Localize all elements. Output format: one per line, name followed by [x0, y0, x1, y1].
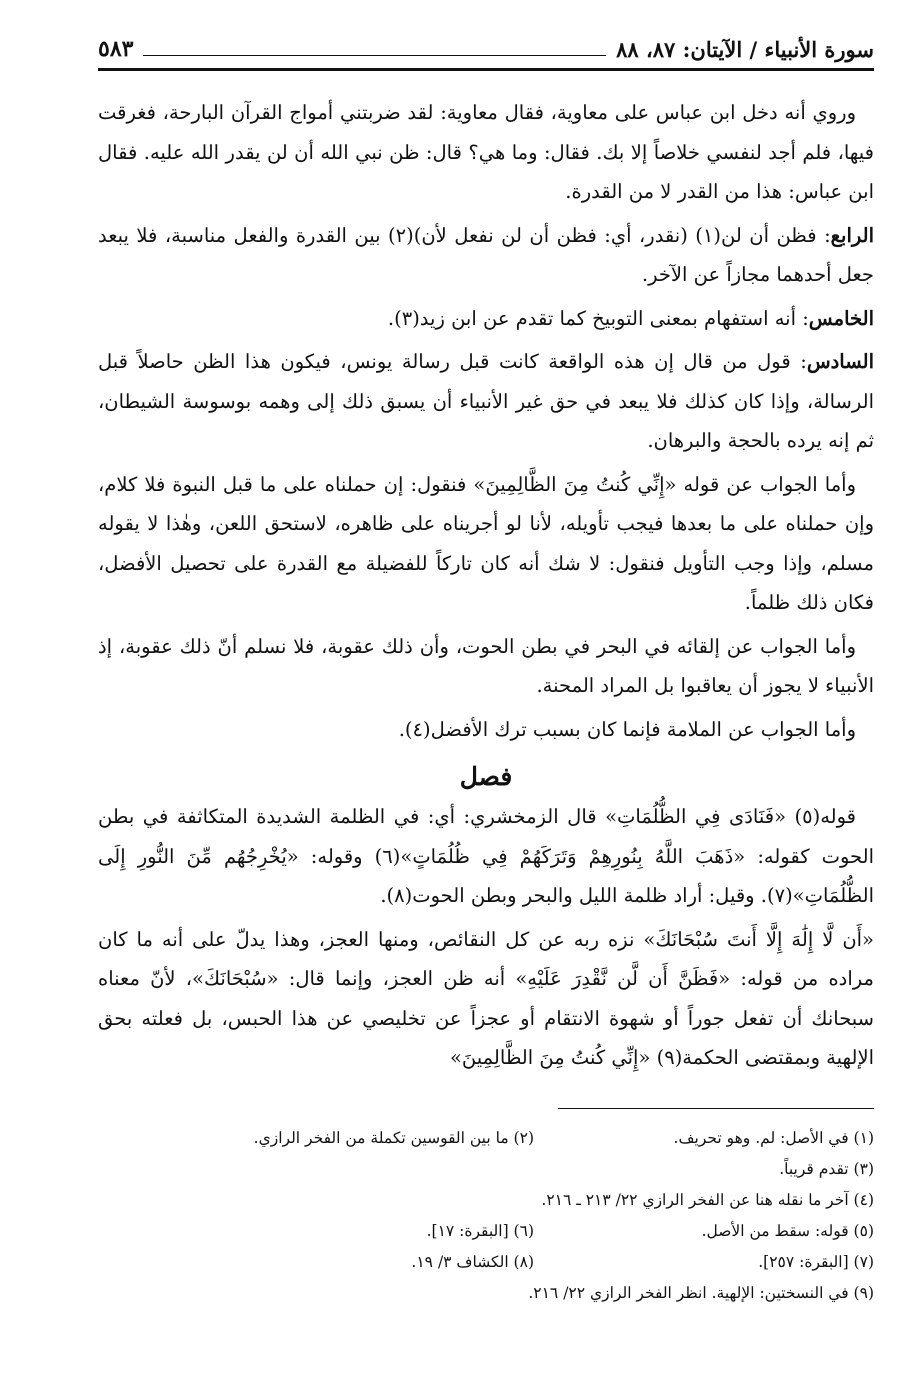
footnote: (١) في الأصل: لم. وهو تحريف. [673, 1128, 874, 1147]
footnote: (٣) تقدم قريباً. [779, 1159, 874, 1178]
section-paragraph: قوله(٥) «فَنَادَى فِي الظُّلُمَاتِ» قال الزمخشري: أي: في الظلمة الشديدة المتكاثفة في بطن الحوت كقوله: «ذَهَبَ اللَّهُ بِنُورِهِمْ وَتَرَكَهُمْ فِي ظُلُمَاتٍ»(٦) وقوله: «يُخْرِجُهُم مِّنَ النُّورِ إِلَى الظُّلُمَاتِ»(٧). وقيل: أراد ظلمة الليل والبحر وبطن الحوت(٨). [98, 805, 874, 907]
paragraph-lead: الخامس [808, 306, 874, 330]
footnote-row [98, 1154, 874, 1185]
paragraph-text: : قول من قال إن هذه الواقعة كانت قبل رسالة يونس، فيكون هذا الظن حاصلاً قبل الرسالة، وإذا كان كذلك فلا يبعد في حق غير الأنبياء أن يسبق ذلك إلى وهمه بوسوسة الشيطان، ثم إنه يرده بالحجة والبرهان. [98, 350, 874, 452]
header-rule [98, 68, 874, 71]
footnote-row [98, 1185, 874, 1216]
paragraph-text: : أنه استفهام بمعنى التوبيخ كما تقدم عن ابن زيد(٣). [387, 306, 809, 330]
paragraph-lead: السادس [806, 350, 874, 373]
footnote-row [98, 1278, 874, 1309]
footnote: (٤) آخر ما نقله هنا عن الفخر الرازي ٢٢/ ٢١٣ ـ ٢١٦. [541, 1190, 874, 1209]
paragraph [98, 216, 874, 295]
paragraph-text: وأما الجواب عن قوله «إِنِّي كُنتُ مِنَ الظَّالِمِينَ» فنقول: إن حملناه على ما قبل النبوة فلا كلام، وإن حملناه على ما بعدها فيجب تأويله، لأنا لو أجريناه على ظاهره، لاستحق اللعن، وهٰذا لا يقوله مسلم، وإذا وجب التأويل فنقول: لا شك أنه كان تاركاً للفضيلة مع القدرة على تحصيل الأفضل، فكان ذلك ظلماً. [98, 472, 874, 614]
paragraph [98, 342, 874, 461]
footnote: (٢) ما بين القوسين تكملة من الفخر الرازي. [253, 1128, 534, 1147]
footnote-separator [558, 1108, 874, 1109]
paragraph-text: وأما الجواب عن إلقائه في البحر في بطن الحوت، وأن ذلك عقوبة، فلا نسلم أنّ ذلك عقوبة، إذ الأنبياء لا يجوز أن يعاقبوا بل المراد المحنة. [98, 634, 874, 697]
running-header [98, 28, 874, 68]
footnote: (٥) قوله: سقط من الأصل. [701, 1221, 874, 1240]
section-heading: فصل [459, 762, 513, 791]
footnote: (٨) الكشاف ٣/ ١٩. [411, 1252, 534, 1271]
footnotes [98, 1123, 874, 1309]
paragraph-text: : فظن أن لن(١) (نقدر، أي: فظن أن لن نفعل لأن)(٢) بين القدرة والفعل مناسبة، فلا يبعد جعل أحدهما مجازاً عن الآخر. [98, 223, 874, 286]
footnote-row [98, 1123, 874, 1154]
main-text [98, 93, 874, 1078]
paragraph [98, 465, 874, 623]
footnote: (٩) في النسختين: الإلهية. انظر الفخر الرازي ٢٢/ ٢١٦. [528, 1283, 874, 1302]
paragraph-text: وروي أنه دخل ابن عباس على معاوية، فقال معاوية: لقد ضربتني أمواج القرآن البارحة، فغرقت فيها، فلم أجد لنفسي خلاصاً إلا بك. فقال: وما هي؟ قال: ظن نبي الله أن لن يقدر الله عليه. فقال ابن عباس: هذا من القدر لا من القدرة. [98, 101, 874, 203]
paragraph [98, 627, 874, 706]
paragraph [98, 93, 874, 212]
footnote-row [98, 1247, 874, 1278]
paragraph-lead: الرابع [830, 223, 874, 247]
footnote-row [98, 1216, 874, 1247]
header-divider-line [143, 55, 606, 56]
footnote: (٦) [البقرة: ١٧]. [426, 1221, 534, 1240]
page-number: ٥٨٣ [98, 36, 134, 62]
section-paragraph: «أَن لَّا إِلَٰهَ إِلَّا أَنتَ سُبْحَانَكَ» نزه ربه عن كل النقائص، ومنها العجز، وهذا يدلّ على أنه ما كان مراده من قوله: «فَظَنَّ أَن لَّن نَّقْدِرَ عَلَيْهِ» أنه ظن العجز، وإنما قال: «سُبْحَانَكَ»، لأنّ معناه سبحانك أن تفعل جوراً أو شهوة الانتقام أو عجزاً عن تخليصي عن هذا الحبس، بل فعلته بحق الإلهية وبمقتضى الحكمة(٩) «إِنِّي كُنتُ مِنَ الظَّالِمِينَ» [98, 927, 874, 1069]
paragraph-text: وأما الجواب عن الملامة فإنما كان بسبب ترك الأفضل(٤). [398, 717, 856, 741]
footnote: (٧) [البقرة: ٢٥٧]. [758, 1252, 874, 1271]
paragraph [98, 299, 874, 339]
paragraph [98, 710, 874, 750]
header-title: سورة الأنبياء / الآيتان: ٨٧، ٨٨ [616, 37, 874, 62]
book-page [98, 28, 874, 1348]
